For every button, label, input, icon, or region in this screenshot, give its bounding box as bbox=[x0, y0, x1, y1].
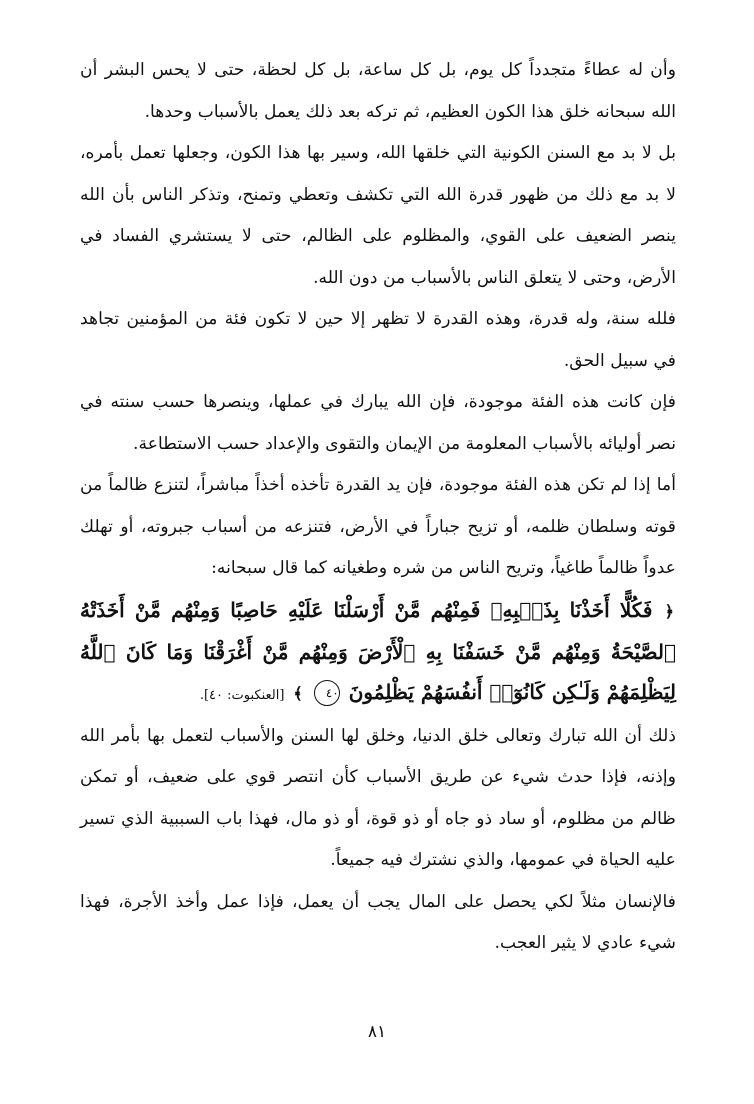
verse-citation: [العنكبوت: ٤٠]. bbox=[199, 687, 285, 703]
verse-open-bracket: ﴿ bbox=[664, 601, 674, 621]
paragraph-6: ذلك أن الله تبارك وتعالى خلق الدنيا، وخلق لها السنن والأسباب لتعمل بها بأمر الله وإذنه، فإذا حدث شيء عن طريق الأسباب كأن انتصر قوي على ضعيف، أو تمكن ظالم من مظلوم، أو ساد ذو جاه أو ذو قوة، أو ذو مال، فهذا باب السببية الذي تسير عليه الحياة في عمومها، والذي نشترك فيه جميعاً. bbox=[80, 725, 676, 870]
quran-verse bbox=[80, 590, 676, 716]
paragraph-4: فإن كانت هذه الفئة موجودة، فإن الله يبارك في عملها، وينصرها حسب سنته في نصر أوليائه بالأسباب المعلومة من الإيمان والتقوى والإعداد حسب الاستطاعة. bbox=[80, 392, 676, 454]
verse-text: فَكُلًّا أَخَذْنَا بِذَنۢبِهِۦ فَمِنْهُم مَّنْ أَرْسَلْنَا عَلَيْهِ حَاصِبًا وَمِنْهُم مَّنْ أَخَذَتْهُ ٱلصَّيْحَةُ وَمِنْهُم مَّنْ خَسَفْنَا بِهِ ٱلْأَرْضَ وَمِنْهُم مَّنْ أَغْرَقْنَا وَمَا كَانَ ٱللَّهُ لِيَظْلِمَهُمْ وَلَـٰكِن كَانُوٓا۟ أَنفُسَهُمْ يَظْلِمُونَ bbox=[80, 597, 676, 704]
paragraph-5: أما إذا لم تكن هذه الفئة موجودة، فإن يد القدرة تأخذه أخذاً مباشراً، لتنزع ظالماً من قوته وسلطان ظلمه، أو تزيح جباراً في الأرض، فتنزعه من أسباب جبروته، أو تهلك عدواً ظالماً طاغياً، وتريح الناس من شره وطغيانه كما قال سبحانه: bbox=[80, 475, 676, 578]
paragraph-7: فالإنسان مثلاً لكي يحصل على المال يجب أن يعمل، فإذا عمل وأخذ الأجرة، فهذا شيء عادي لا يثير العجب. bbox=[80, 891, 676, 953]
paragraph-2: بل لا بد مع السنن الكونية التي خلقها الله، وسير بها هذا الكون، وجعلها تعمل بأمره، لا بد مع ذلك من ظهور قدرة الله التي تكشف وتعطي وتمنح، وتذكر الناس بأن الله ينصر الضعيف على القوي، والمظلوم على الظالم، حتى لا يستشري الفساد في الأرض، وحتى لا يتعلق الناس بالأسباب من دون الله. bbox=[80, 143, 676, 288]
paragraph-1: وأن له عطاءً متجدداً كل يوم، بل كل ساعة، بل كل لحظة، حتى لا يحس البشر أن الله سبحانه خلق هذا الكون العظيم، ثم تركه بعد ذلك يعمل بالأسباب وحدها. bbox=[80, 60, 676, 122]
ayah-number-marker: ٤٠ bbox=[314, 680, 340, 706]
page-number: ٨١ bbox=[367, 1022, 387, 1042]
paragraph-3: فلله سنة، وله قدرة، وهذه القدرة لا تظهر إلا حين لا تكون فئة من المؤمنين تجاهد في سبيل الحق. bbox=[80, 309, 676, 371]
verse-close-bracket: ﴾ bbox=[293, 683, 303, 703]
